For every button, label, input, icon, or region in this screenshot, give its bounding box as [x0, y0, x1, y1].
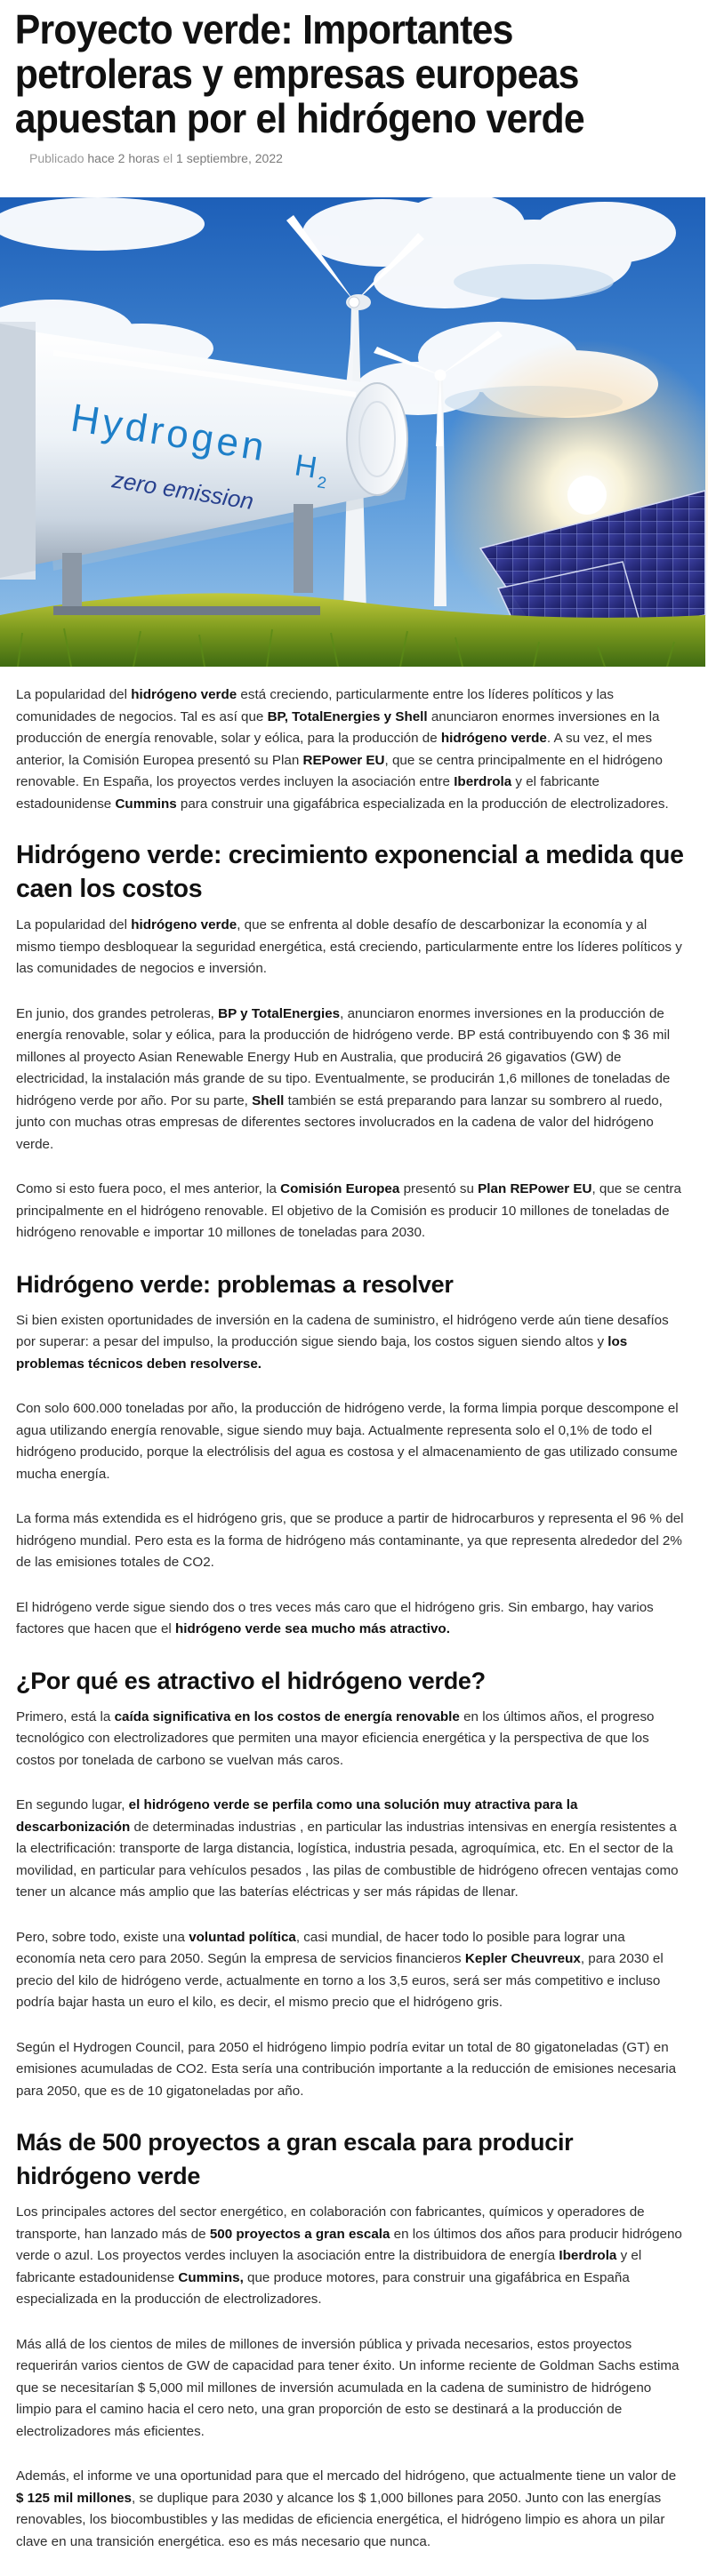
paragraph: Además, el informe ve una oportunidad para que el mercado del hidrógeno, que actualmente tiene un valor de $ 125 mil millones, se duplique para 2030 y alcance los $ 1,000 billones para 2050. Junto con las energías renovables, los biocombustibles y las medidas de eficiencia energética, el hidrógeno limpio es ahora un pilar clave en una transición energética. eso es más necesario que nunca.: [16, 2468, 677, 2549]
paragraph: En segundo lugar, el hidrógeno verde se perfila como una solución muy atractiva para la descarbonización de determinadas industrias , en particular las industrias intensivas en energía resistentes a la electrificación: transporte de larga distancia, logística, industria pesada, agroquímica, etc. En el sector de la movilidad, en particular para vehículos pesados , las pilas de combustible de hidrógeno ofrecen ventajas como tener un alcance más amplio que las baterías eléctricas y ser más rápidas de llenar.: [16, 1797, 679, 1900]
article-body: [16, 684, 685, 2576]
section-heading: Más de 500 proyectos a gran escala para producir hidrógeno verde: [16, 2129, 574, 2189]
paragraph: La popularidad del hidrógeno verde, que se enfrenta al doble desafío de descarbonizar la economía y al mismo tiempo desbloquear la seguridad energética, está creciendo, particularmente entre los líderes políticos y las comunidades de negocios e inversión.: [16, 917, 682, 976]
tank-formula: H: [292, 448, 319, 485]
article-meta: [0, 140, 705, 169]
meta-connector: el: [163, 151, 173, 165]
paragraph: Si bien existen oportunidades de inversión en la cadena de suministro, el hidrógeno verde aún tiene desafíos por superar: a pesar del impulso, la producción sigue siendo baja, los costos siguen siendo altos y los problemas técnicos deben resolverse.: [16, 1312, 669, 1372]
paragraph: Con solo 600.000 toneladas por año, la producción de hidrógeno verde, la forma limpia porque descompone el agua utilizando energía renovable, sigue siendo muy baja. Actualmente representa solo el 0,1% de todo el hidrógeno producido, porque la electrólisis del agua es costosa y el almacenamiento de gas utilizado consume mucha energía.: [16, 1401, 679, 1482]
paragraph: Más allá de los cientos de miles de millones de inversión pública y privada necesarios, estos proyectos requerirán varios cientos de GW de capacidad para tener éxito. Un informe reciente de Goldman Sachs estima que se necesitarían $ 5,000 mil millones de inversión acumulada en la cadena de suministro de hidrógeno limpio para el camino hacia el cero neto, una gran proporción de esto se destinará a la producción de electrolizadores más eficientes.: [16, 2336, 680, 2439]
tank-subscript: 2: [316, 473, 328, 492]
hero-image: [0, 197, 705, 667]
paragraph: Como si esto fuera poco, el mes anterior, la Comisión Europea presentó su Plan REPower EU, que se centra principalmente en el hidrógeno renovable. El objetivo de la Comisión es producir 10 millones de toneladas de hidrógeno renovable e importar 10 millones de toneladas para 2030.: [16, 1181, 681, 1240]
paragraph: Según el Hydrogen Council, para 2050 el hidrógeno limpio podría evitar un total de 80 gigatoneladas (GT) en emisiones acumuladas de CO2. Esta sería una contribución importante a la reducción de emisiones necesaria para 2050, que es de 10 gigatoneladas por año.: [16, 2039, 677, 2099]
paragraph: Los principales actores del sector energético, en colaboración con fabricantes, químicos y operadores de transporte, han lanzado más de 500 proyectos a gran escala en los últimos dos años para producir hidrógeno verde o azul. Los proyectos verdes incluyen la asociación entre la distribuidora de energía Iberdrola y el fabricante estadounidense Cummins, que produce motores, para construir una gigafábrica en España especializada en la producción de electrolizadores.: [16, 2204, 682, 2307]
paragraph: Primero, está la caída significativa en los costos de energía renovable en los últimos años, el progreso tecnológico con electrolizadores que permiten una mayor eficiencia energética y la perspectiva de que los costos por tonelada de carbono se vuelvan más caros.: [16, 1708, 655, 1768]
paragraph: El hidrógeno verde sigue siendo dos o tres veces más caro que el hidrógeno gris. Sin embargo, hay varios factores que hacen que el hidrógeno verde sea mucho más atractivo.: [16, 1599, 654, 1636]
section-heading: Hidrógeno verde: problemas a resolver: [16, 1270, 454, 1298]
intro-paragraph: La popularidad del hidrógeno verde está creciendo, particularmente entre los líderes políticos y las comunidades de negocios. Tal es así que BP, TotalEnergies y Shell anunciaron enormes inversiones en la producción de energía renovable, solar y eólica, para la producción de hidrógeno verde. A su vez, el mes anterior, la Comisión Europea presentó su Plan REPower EU, que se centra principalmente en el hidrógeno renovable. En España, los proyectos verdes incluyen la asociación entre Iberdrola y el fabricante estadounidense Cummins para construir una gigafábrica especializada en la producción de electrolizadores.: [16, 687, 669, 812]
section-heading: ¿Por qué es atractivo el hidrógeno verde?: [16, 1667, 486, 1694]
tank-sublabel: zero emission: [110, 466, 256, 516]
paragraph: La forma más extendida es el hidrógeno gris, que se produce a partir de hidrocarburos y representa el 96 % del hidrógeno mundial. Pero esta es la forma de hidrógeno más contaminante, ya que representa alrededor del 2% de las emisiones totales de CO2.: [16, 1511, 684, 1570]
article-title: Proyecto verde: Importantes petroleras y empresas europeas apuestan por el hidrógeno verde: [14, 6, 584, 141]
relative-time: hace 2 horas: [87, 151, 160, 165]
tank-label: Hydrogen: [68, 396, 271, 470]
published-label: Publicado: [29, 151, 84, 165]
section-heading: Hidrógeno verde: crecimiento exponencial a medida que caen los costos: [16, 841, 684, 903]
paragraph: Pero, sobre todo, existe una voluntad política, casi mundial, de hacer todo lo posible para lograr una economía neta cero para 2050. Según la empresa de servicios financieros Kepler Cheuvreux, para 2030 el precio del kilo de hidrógeno verde, actualmente en torno a los 3,5 euros, será ser más competitivo e incluso podría bajar hasta un euro el kilo, es decir, el mismo precio que el hidrógeno gris.: [16, 1929, 664, 2010]
paragraph: En junio, dos grandes petroleras, BP y TotalEnergies, anunciaron enormes inversiones en la producción de energía renovable, solar y eólica, para la producción de hidrógeno verde. BP está contribuyendo con $ 36 mil millones al proyecto Asian Renewable Energy Hub en Australia, que producirá 26 gigavatios (GW) de electricidad, la instalación más grande de su tipo. Eventualmente, se producirán 1,6 millones de toneladas de hidrógeno verde por año. Por su parte, Shell también se está preparando para lanzar su sombrero al ruedo, junto con muchas otras empresas de diferentes sectores involucrados en la cadena de valor del hidrógeno verde.: [16, 1005, 671, 1152]
publish-date: 1 septiembre, 2022: [176, 151, 283, 165]
hero-illustration: [0, 197, 705, 667]
